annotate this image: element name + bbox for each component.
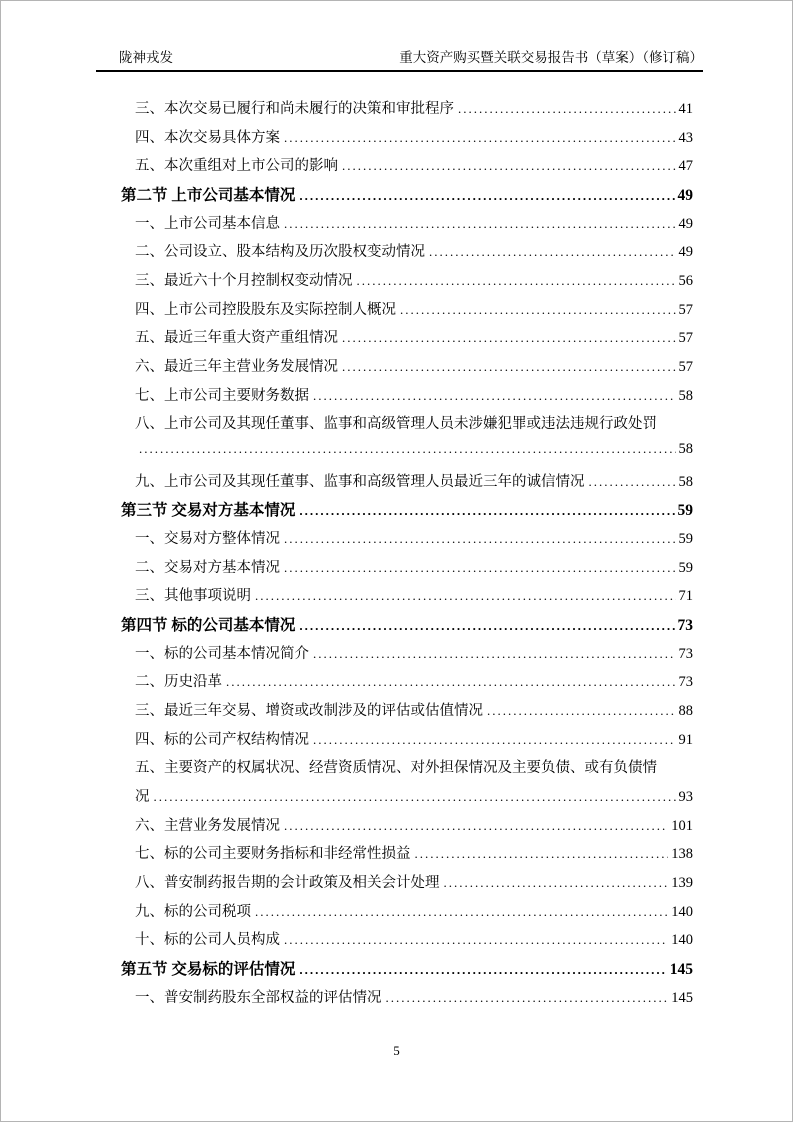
- dot-leader: [342, 330, 676, 347]
- header-report-title: 重大资产购买暨关联交易报告书（草案）（修订稿）: [399, 50, 703, 65]
- toc-entry-page-number: 57: [678, 301, 693, 318]
- toc-entry[interactable]: [121, 527, 693, 556]
- toc-entry-page-number: 58: [678, 473, 693, 490]
- header-company-short-name: 陇神戎发: [119, 50, 173, 65]
- toc-entry[interactable]: [121, 957, 693, 986]
- toc-entry[interactable]: [121, 728, 693, 757]
- dot-leader: [342, 359, 676, 376]
- toc-entry-page-number: 91: [678, 731, 693, 748]
- toc-entry-title-continuation: 况: [135, 789, 150, 806]
- dot-leader: [429, 244, 676, 261]
- dot-leader: [313, 646, 676, 663]
- toc-entry[interactable]: [121, 814, 693, 843]
- toc-entry-title: 八、普安制药报告期的会计政策及相关会计处理: [135, 875, 440, 892]
- toc-entry[interactable]: [121, 756, 693, 785]
- toc-entry[interactable]: [121, 986, 693, 1015]
- toc-entry-page-number: 139: [671, 875, 693, 892]
- toc-entry-title: 二、公司设立、股本结构及历次股权变动情况: [135, 244, 425, 261]
- dot-leader: [313, 732, 676, 749]
- toc-entry[interactable]: [121, 871, 693, 900]
- toc-entry-page-number: 140: [671, 903, 693, 920]
- dot-leader: [139, 441, 676, 458]
- toc-entry[interactable]: [121, 842, 693, 871]
- footer-page-number: 5: [393, 1043, 400, 1058]
- toc-entry-page-number: 58: [678, 441, 693, 458]
- dot-leader: [255, 904, 668, 921]
- toc-entry-page-number: 59: [678, 559, 693, 576]
- toc-entry-page-number: 56: [678, 273, 693, 290]
- toc-entry-page-number: 88: [678, 703, 693, 720]
- toc-entry-title: 四、标的公司产权结构情况: [135, 731, 309, 748]
- toc-entry-title: 三、最近三年交易、增资或改制涉及的评估或估值情况: [135, 703, 483, 720]
- toc-entry-title: 一、标的公司基本情况简介: [135, 645, 309, 662]
- toc-entry[interactable]: [121, 613, 693, 642]
- toc-entry-title: 六、最近三年主营业务发展情况: [135, 359, 338, 376]
- toc-entry-title: 八、上市公司及其现任董事、监事和高级管理人员未涉嫌犯罪或违法违规行政处罚: [135, 416, 657, 433]
- toc-entry-page-number: 73: [677, 617, 693, 635]
- dot-leader: [154, 789, 676, 806]
- dot-leader: [284, 216, 676, 233]
- dot-leader: [400, 302, 676, 319]
- toc-entry[interactable]: [121, 556, 693, 585]
- toc-entry[interactable]: [121, 642, 693, 671]
- toc-entry-title: 二、历史沿革: [135, 674, 222, 691]
- toc-entry[interactable]: [121, 240, 693, 269]
- dot-leader: [284, 560, 676, 577]
- toc-entry[interactable]: [121, 97, 693, 126]
- toc-entry[interactable]: [121, 269, 693, 298]
- toc-entry[interactable]: [121, 212, 693, 241]
- dot-leader: [589, 474, 676, 491]
- dot-leader: [284, 130, 676, 147]
- dot-leader: [444, 875, 669, 892]
- dot-leader: [357, 273, 676, 290]
- toc-entry-title: 十、标的公司人员构成: [135, 932, 280, 949]
- dot-leader: [299, 961, 666, 979]
- dot-leader: [284, 818, 668, 835]
- toc-entry-title: 九、上市公司及其现任董事、监事和高级管理人员最近三年的诚信情况: [135, 473, 585, 490]
- dot-leader: [299, 502, 674, 520]
- toc-entry[interactable]: [121, 126, 693, 155]
- dot-leader: [386, 990, 669, 1007]
- dot-leader: [255, 588, 676, 605]
- toc-entry-page-number: 93: [678, 789, 693, 806]
- toc-entry-title: 四、上市公司控股股东及实际控制人概况: [135, 301, 396, 318]
- toc-entry-continuation[interactable]: [121, 785, 693, 814]
- toc-entry-title: 九、标的公司税项: [135, 903, 251, 920]
- toc-entry[interactable]: [121, 326, 693, 355]
- toc-entry-page-number: 138: [671, 846, 693, 863]
- dot-leader: [284, 531, 676, 548]
- toc-entry-page-number: 57: [678, 359, 693, 376]
- toc-entry-page-number: 49: [678, 244, 693, 261]
- dot-leader: [458, 101, 676, 118]
- toc-entry-page-number: 101: [671, 817, 693, 834]
- toc-entry-title: 第四节 标的公司基本情况: [121, 617, 296, 635]
- toc-entry-title: 五、主要资产的权属状况、经营资质情况、对外担保情况及主要负债、或有负债情: [135, 760, 657, 777]
- toc-entry-page-number: 59: [678, 531, 693, 548]
- toc-entry-title: 一、普安制药股东全部权益的评估情况: [135, 989, 382, 1006]
- toc-entry-title: 一、交易对方整体情况: [135, 531, 280, 548]
- toc-entry[interactable]: [121, 699, 693, 728]
- toc-entry-title: 三、其他事项说明: [135, 588, 251, 605]
- toc-entry-page-number: 145: [671, 989, 693, 1006]
- toc-entry[interactable]: [121, 183, 693, 212]
- toc-entry-page-number: 145: [669, 961, 693, 979]
- toc-entry-title: 四、本次交易具体方案: [135, 129, 280, 146]
- toc-entry-title: 六、主营业务发展情况: [135, 817, 280, 834]
- toc-entry[interactable]: [121, 154, 693, 183]
- toc-entry[interactable]: [121, 355, 693, 384]
- toc-entry-title: 二、交易对方基本情况: [135, 559, 280, 576]
- toc-entry-title: 第五节 交易标的评估情况: [121, 961, 296, 979]
- dot-leader: [313, 388, 676, 405]
- toc-entry-page-number: 49: [677, 187, 693, 205]
- toc-entry-title: 第三节 交易对方基本情况: [121, 502, 296, 520]
- toc-entry-page-number: 73: [678, 674, 693, 691]
- toc-entry[interactable]: [121, 384, 693, 413]
- toc-entry-page-number: 58: [678, 387, 693, 404]
- toc-entry-title: 七、上市公司主要财务数据: [135, 387, 309, 404]
- dot-leader: [299, 617, 674, 635]
- toc-entry-title: 三、最近六十个月控制权变动情况: [135, 273, 353, 290]
- toc-entry[interactable]: [121, 498, 693, 527]
- toc-entry-page-number: 49: [678, 215, 693, 232]
- toc-entry-page-number: 41: [678, 101, 693, 117]
- dot-leader: [299, 187, 674, 205]
- dot-leader: [226, 674, 676, 691]
- toc-entry-title: 一、上市公司基本信息: [135, 215, 280, 232]
- toc-entry[interactable]: [121, 584, 693, 613]
- toc-entry-page-number: 71: [678, 588, 693, 605]
- toc-entry-page-number: 43: [678, 129, 693, 146]
- dot-leader: [415, 846, 669, 863]
- toc-entry-page-number: 59: [677, 502, 693, 520]
- dot-leader: [342, 158, 676, 175]
- toc-entry-title: 七、标的公司主要财务指标和非经常性损益: [135, 846, 411, 863]
- toc: [121, 97, 693, 1015]
- toc-entry-page-number: 73: [678, 645, 693, 662]
- toc-entry-continuation[interactable]: [121, 441, 693, 470]
- running-header: [96, 49, 703, 72]
- toc-entry-title: 三、本次交易已履行和尚未履行的决策和审批程序: [135, 101, 454, 117]
- toc-entry[interactable]: [121, 470, 693, 499]
- toc-entry-page-number: 47: [678, 158, 693, 175]
- toc-entry-page-number: 57: [678, 330, 693, 347]
- toc-entry-title: 第二节 上市公司基本情况: [121, 187, 296, 205]
- toc-entry[interactable]: [121, 412, 693, 441]
- dot-leader: [487, 703, 676, 720]
- toc-entry-title: 五、最近三年重大资产重组情况: [135, 330, 338, 347]
- toc-entry-title: 五、本次重组对上市公司的影响: [135, 158, 338, 175]
- toc-entry[interactable]: [121, 928, 693, 957]
- toc-entry[interactable]: [121, 298, 693, 327]
- toc-entry[interactable]: [121, 900, 693, 929]
- toc-entry-page-number: 140: [671, 932, 693, 949]
- dot-leader: [284, 932, 668, 949]
- toc-entry[interactable]: [121, 670, 693, 699]
